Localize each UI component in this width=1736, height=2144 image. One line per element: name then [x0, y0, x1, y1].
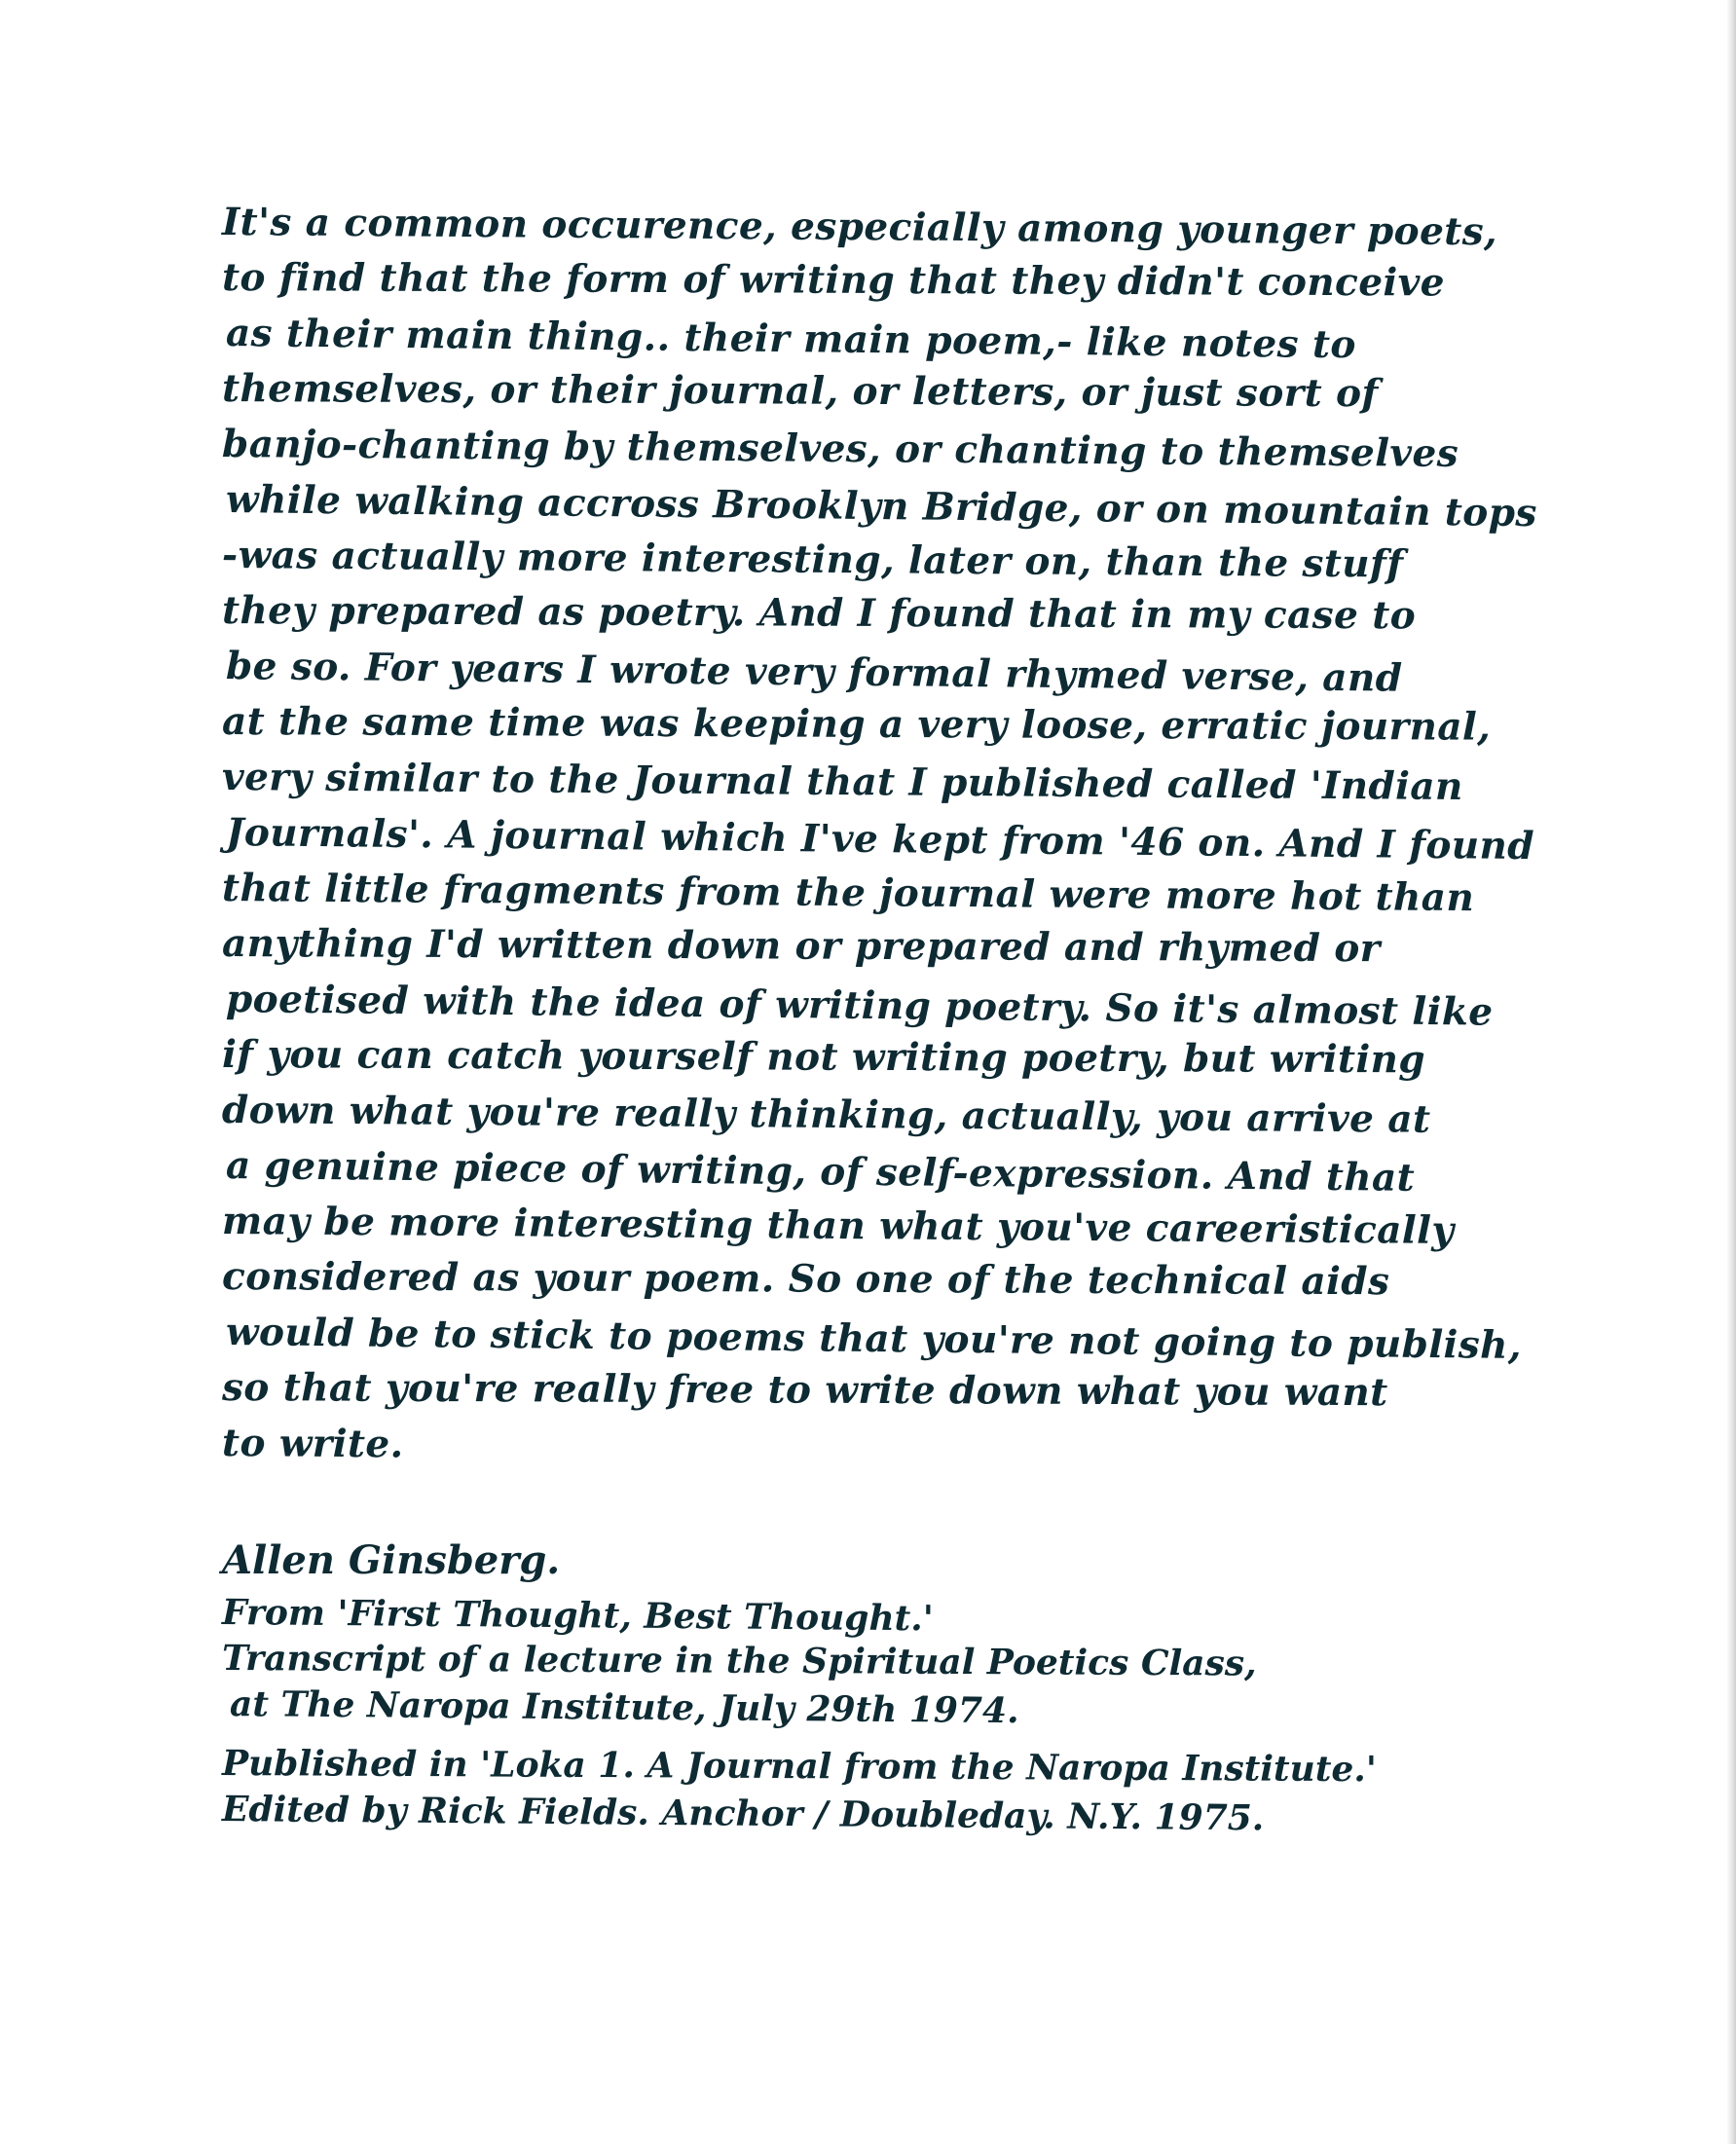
transcript-line-16: if you can catch yourself not writing poetry, but writing [221, 1032, 1426, 1083]
transcript-line-7: -was actually more interesting, later on, than the stuff [221, 533, 1404, 587]
transcript-line-23: to write. [221, 1421, 404, 1467]
transcript-line-18: a genuine piece of writing, of self-expression. And that [225, 1143, 1416, 1201]
transcript-line-6: while walking accross Brooklyn Bridge, or on mountain tops [225, 477, 1538, 536]
transcript-line-20: considered as your poem. So one of the technical aids [221, 1254, 1390, 1305]
transcript-line-8: they prepared as poetry. And I found that in my case to [221, 588, 1417, 639]
transcript-line-9: be so. For years I wrote very formal rhymed verse, and [225, 644, 1403, 701]
author-name: Allen Ginsberg. [222, 1537, 561, 1583]
transcript-paragraph [222, 195, 1624, 1471]
page-edge-shadow [1726, 0, 1736, 2144]
publication-line: Published in 'Loka 1. A Journal from the Naropa Institute.' [221, 1743, 1377, 1791]
transcript-line-15: poetised with the idea of writing poetry. So it's almost like [225, 977, 1494, 1035]
transcript-line-5: banjo-chanting by themselves, or chanting to themselves [221, 422, 1459, 476]
transcript-line-1: It's a common occurence, especially among younger poets, [221, 200, 1498, 255]
transcript-line-11: very similar to the Journal that I published called 'Indian [221, 755, 1463, 810]
editor-line: Edited by Rick Fields. Anchor / Doubleday. N.Y. 1975. [221, 1789, 1265, 1839]
transcript-line-4: themselves, or their journal, or letters, or just sort of [221, 366, 1379, 417]
transcript-line-2: to find that the form of writing that they didn't conceive [221, 255, 1446, 306]
source-transcript-note: Transcript of a lecture in the Spiritual Poetics Class, [221, 1638, 1257, 1684]
manuscript-content [221, 195, 1624, 1839]
source-venue-date: at The Naropa Institute, July 29th 1974. [229, 1683, 1019, 1732]
source-title: From 'First Thought, Best Thought.' [221, 1592, 934, 1640]
transcript-line-19: may be more interesting than what you've careeristically [221, 1199, 1455, 1253]
transcript-line-21: would be to stick to poems that you're not going to publish, [225, 1310, 1523, 1368]
transcript-line-17: down what you're really thinking, actually, you arrive at [221, 1088, 1431, 1142]
transcript-line-22: so that you're really free to write down what you want [221, 1365, 1388, 1416]
transcript-line-10: at the same time was keeping a very loose, erratic journal, [221, 699, 1492, 750]
attribution-block [221, 1532, 1624, 1839]
transcript-line-3: as their main thing.. their main poem,- like notes to [225, 311, 1357, 368]
transcript-line-14: anything I'd written down or prepared and rhymed or [221, 921, 1381, 972]
transcript-line-13: that little fragments from the journal were more hot than [221, 866, 1475, 921]
transcript-line-12: Journals'. A journal which I've kept from '46 on. And I found [225, 810, 1535, 869]
